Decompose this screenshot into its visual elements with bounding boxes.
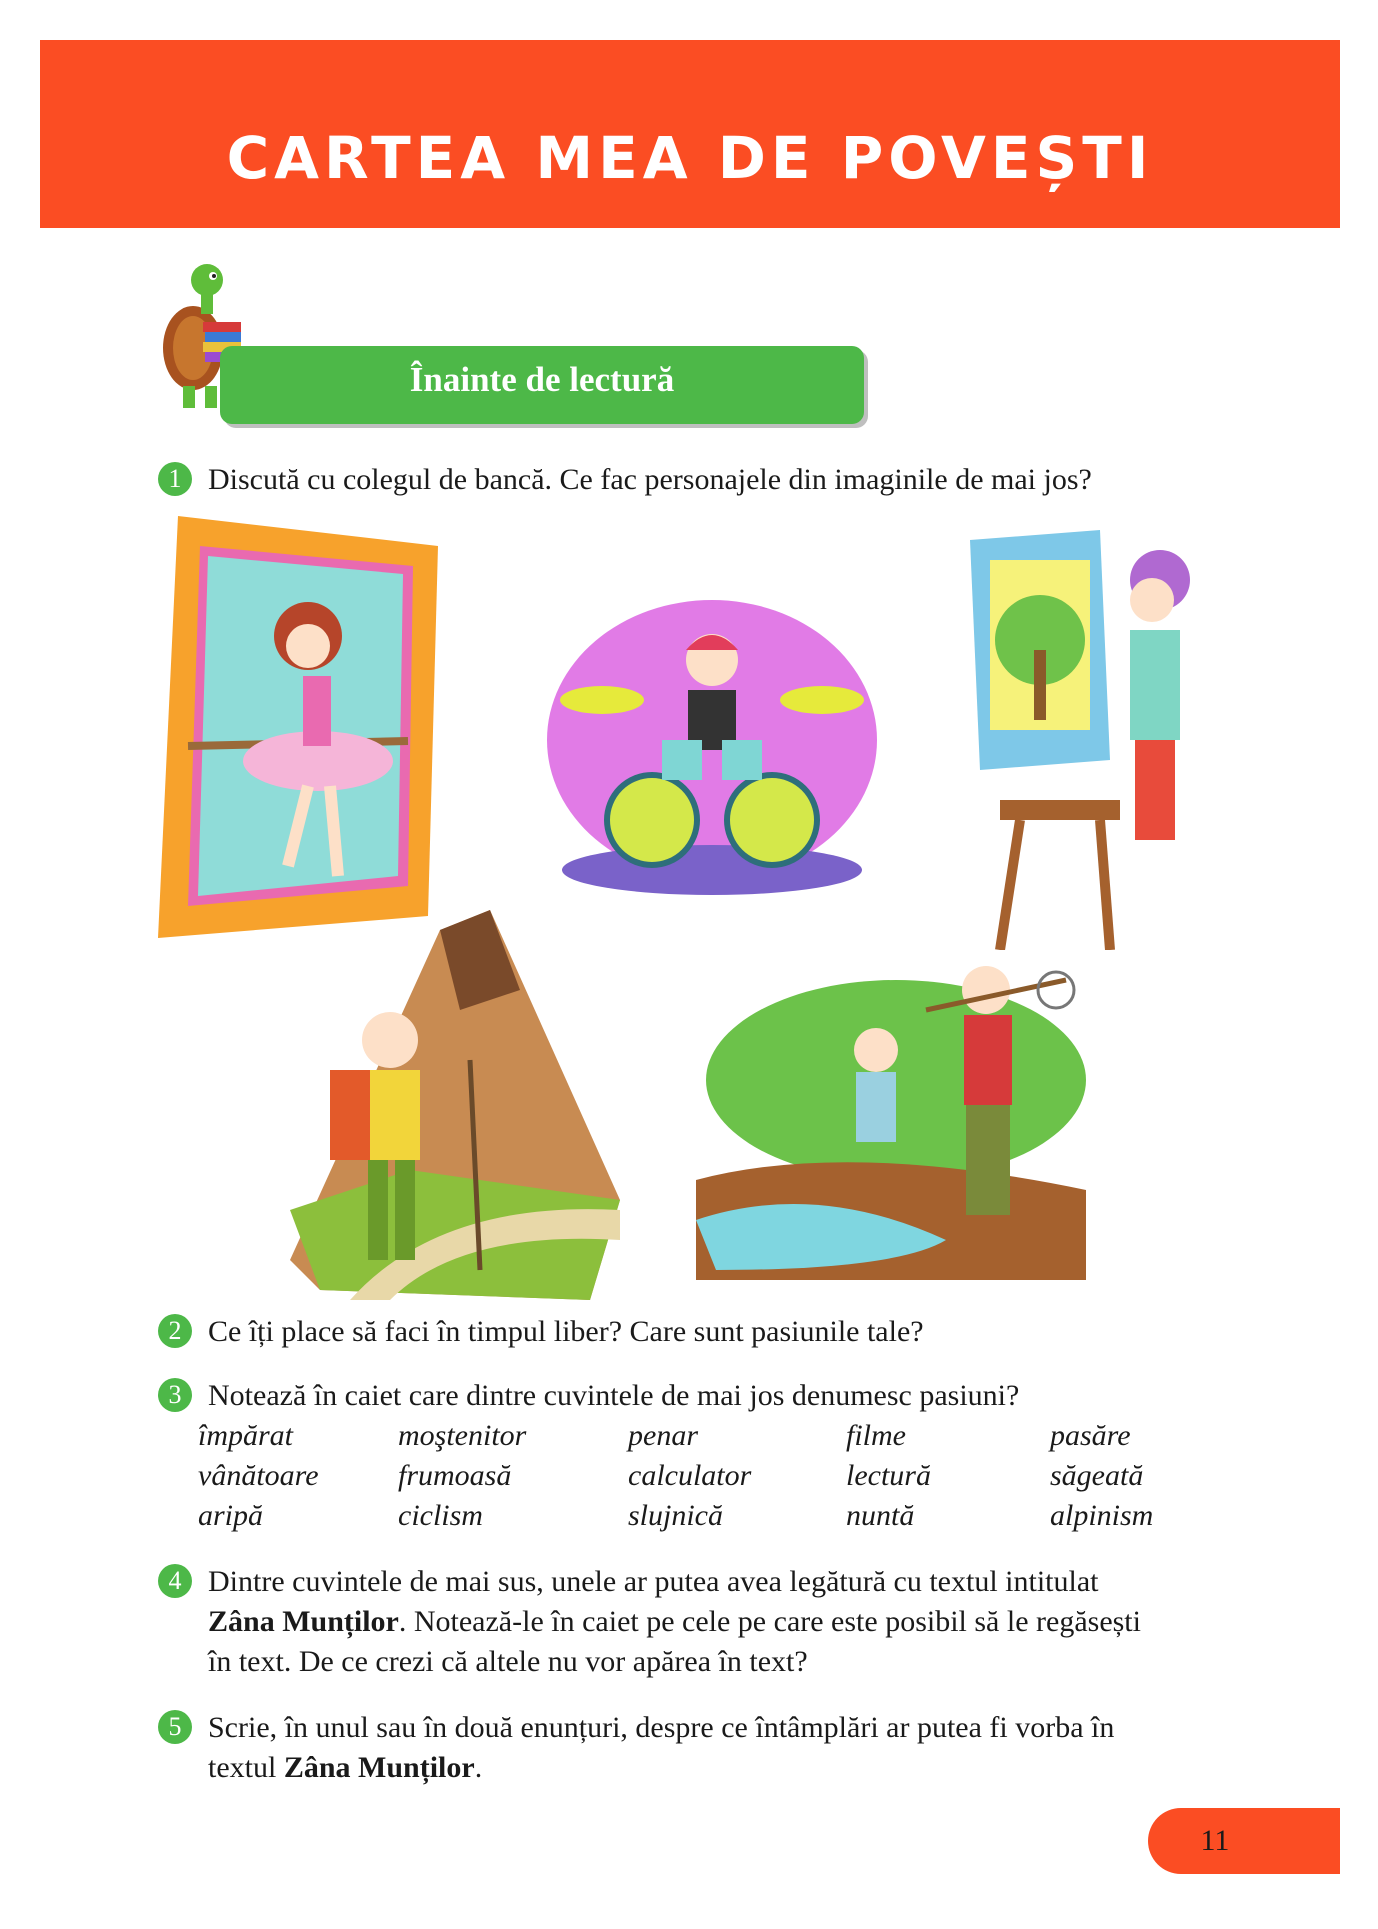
scallop-dot (511, 229, 521, 238)
question-number: 4 (158, 1564, 192, 1598)
scallop-dot (1303, 229, 1313, 238)
word: pasăre (1050, 1419, 1131, 1452)
scallop-dot (295, 229, 305, 238)
scallop-dot (331, 229, 341, 238)
scallop-dot (151, 229, 161, 238)
scallop-dot (43, 229, 53, 238)
scallop-dot (745, 229, 755, 238)
fishing-illustration (696, 940, 1086, 1280)
section-title: Înainte de lectură (409, 360, 675, 399)
scallop-dot (1195, 229, 1205, 238)
scallop-dot (691, 229, 701, 238)
scallop-dot (835, 229, 845, 238)
scallop-dot (421, 229, 431, 238)
scallop-dot (763, 229, 773, 238)
scallop-dot (817, 229, 827, 238)
scallop-dot (1249, 229, 1259, 238)
page-number: 11 (1200, 1824, 1230, 1857)
question-line: . (474, 1751, 483, 1784)
scallop-dot (889, 229, 899, 238)
scallop-dot (241, 229, 251, 238)
question-line: . Notează-le în caiet pe cele pe care este posibil să le regăsești (398, 1605, 1141, 1638)
question-line: Dintre cuvintele de mai sus, unele ar putea avea legătură cu textul intitulat (208, 1565, 1099, 1598)
scallop-dot (529, 229, 539, 238)
painter-illustration (960, 520, 1200, 950)
scallop-dot (781, 229, 791, 238)
scallop-dot (439, 229, 449, 238)
word: ciclism (398, 1499, 483, 1532)
scallop-dot (1177, 229, 1187, 238)
scallop-dot (979, 229, 989, 238)
ballet-dancer-illustration (158, 516, 440, 938)
question-text: Ce îți place să faci în timpul liber? Care sunt pasiunile tale? (208, 1315, 924, 1348)
scallop-dot (1051, 229, 1061, 238)
scallop-dot (403, 229, 413, 238)
word: săgeată (1050, 1459, 1144, 1492)
scallop-dot (1069, 229, 1079, 238)
scallop-dot (259, 229, 269, 238)
scallop-dot (385, 229, 395, 238)
scallop-dot (367, 229, 377, 238)
question-number: 5 (158, 1710, 192, 1744)
scallop-dot (61, 229, 71, 238)
scallop-dot (871, 229, 881, 238)
question-text: Discută cu colegul de bancă. Ce fac personajele din imaginile de mai jos? (208, 463, 1092, 496)
scallop-dot (997, 229, 1007, 238)
scallop-dot (925, 229, 935, 238)
word: filme (846, 1419, 906, 1452)
scallop-dot (277, 229, 287, 238)
scallop-dot (313, 229, 323, 238)
scallop-dot (565, 229, 575, 238)
scallop-dot (349, 229, 359, 238)
question-number: 2 (158, 1314, 192, 1348)
scallop-dot (205, 229, 215, 238)
scallop-dot (1033, 229, 1043, 238)
word: alpinism (1050, 1499, 1154, 1532)
scallop-dot (1213, 229, 1223, 238)
word: împărat (198, 1419, 294, 1452)
question-line: textul (208, 1751, 284, 1784)
scallop-dot (1159, 229, 1169, 238)
drummer-illustration (542, 600, 882, 900)
scallop-dot (583, 229, 593, 238)
scallop-dot (601, 229, 611, 238)
scallop-dot (637, 229, 647, 238)
scallop-dot (169, 229, 179, 238)
scallop-dot (943, 229, 953, 238)
scallop-dot (133, 229, 143, 238)
scallop-dot (799, 229, 809, 238)
scallop-dot (1285, 229, 1295, 238)
word: lectură (846, 1459, 931, 1492)
question-text (208, 1562, 1378, 1682)
question-number: 3 (158, 1378, 192, 1412)
scallop-dot (853, 229, 863, 238)
scallop-dot (619, 229, 629, 238)
word: penar (628, 1419, 698, 1452)
story-title: Zâna Munților (208, 1605, 399, 1638)
word: moştenitor (398, 1419, 527, 1452)
header-banner (40, 40, 1340, 228)
scallop-dot (709, 229, 719, 238)
scallop-dot (1141, 229, 1151, 238)
question-text: Notează în caiet care dintre cuvintele de mai jos denumesc pasiuni? (208, 1379, 1020, 1412)
hiker-illustration (290, 910, 650, 1300)
story-title: Zâna Munților (283, 1751, 475, 1784)
word: slujnică (628, 1499, 723, 1532)
scallop-dot (223, 229, 233, 238)
word: vânătoare (198, 1459, 319, 1492)
word: frumoasă (398, 1459, 512, 1492)
scallop-dot (673, 229, 683, 238)
question-line: în text. De ce crezi că altele nu vor apărea în text? (208, 1645, 808, 1678)
scallop-dot (1123, 229, 1133, 238)
question-text (208, 1708, 1378, 1788)
word: calculator (628, 1459, 752, 1492)
scallop-dot (1321, 229, 1331, 238)
scallop-dot (655, 229, 665, 238)
scallop-dot (1015, 229, 1025, 238)
scallop-dot (97, 229, 107, 238)
word: nuntă (846, 1499, 915, 1532)
page-title: CARTEA MEA DE POVEȘTI (226, 124, 1154, 192)
question-line: Scrie, în unul sau în două enunțuri, despre ce întâmplări ar putea fi vorba în (208, 1711, 1115, 1744)
question-number: 1 (158, 462, 192, 496)
scallop-dot (1267, 229, 1277, 238)
scallop-edge (40, 218, 1340, 238)
scallop-dot (457, 229, 467, 238)
scallop-dot (475, 229, 485, 238)
scallop-dot (115, 229, 125, 238)
scallop-dot (907, 229, 917, 238)
word: aripă (198, 1499, 264, 1532)
scallop-dot (961, 229, 971, 238)
scallop-dot (727, 229, 737, 238)
scallop-dot (547, 229, 557, 238)
scallop-dot (1105, 229, 1115, 238)
scallop-dot (1087, 229, 1097, 238)
scallop-dot (187, 229, 197, 238)
scallop-dot (1231, 229, 1241, 238)
scallop-dot (493, 229, 503, 238)
section-header (220, 346, 864, 424)
scallop-dot (79, 229, 89, 238)
